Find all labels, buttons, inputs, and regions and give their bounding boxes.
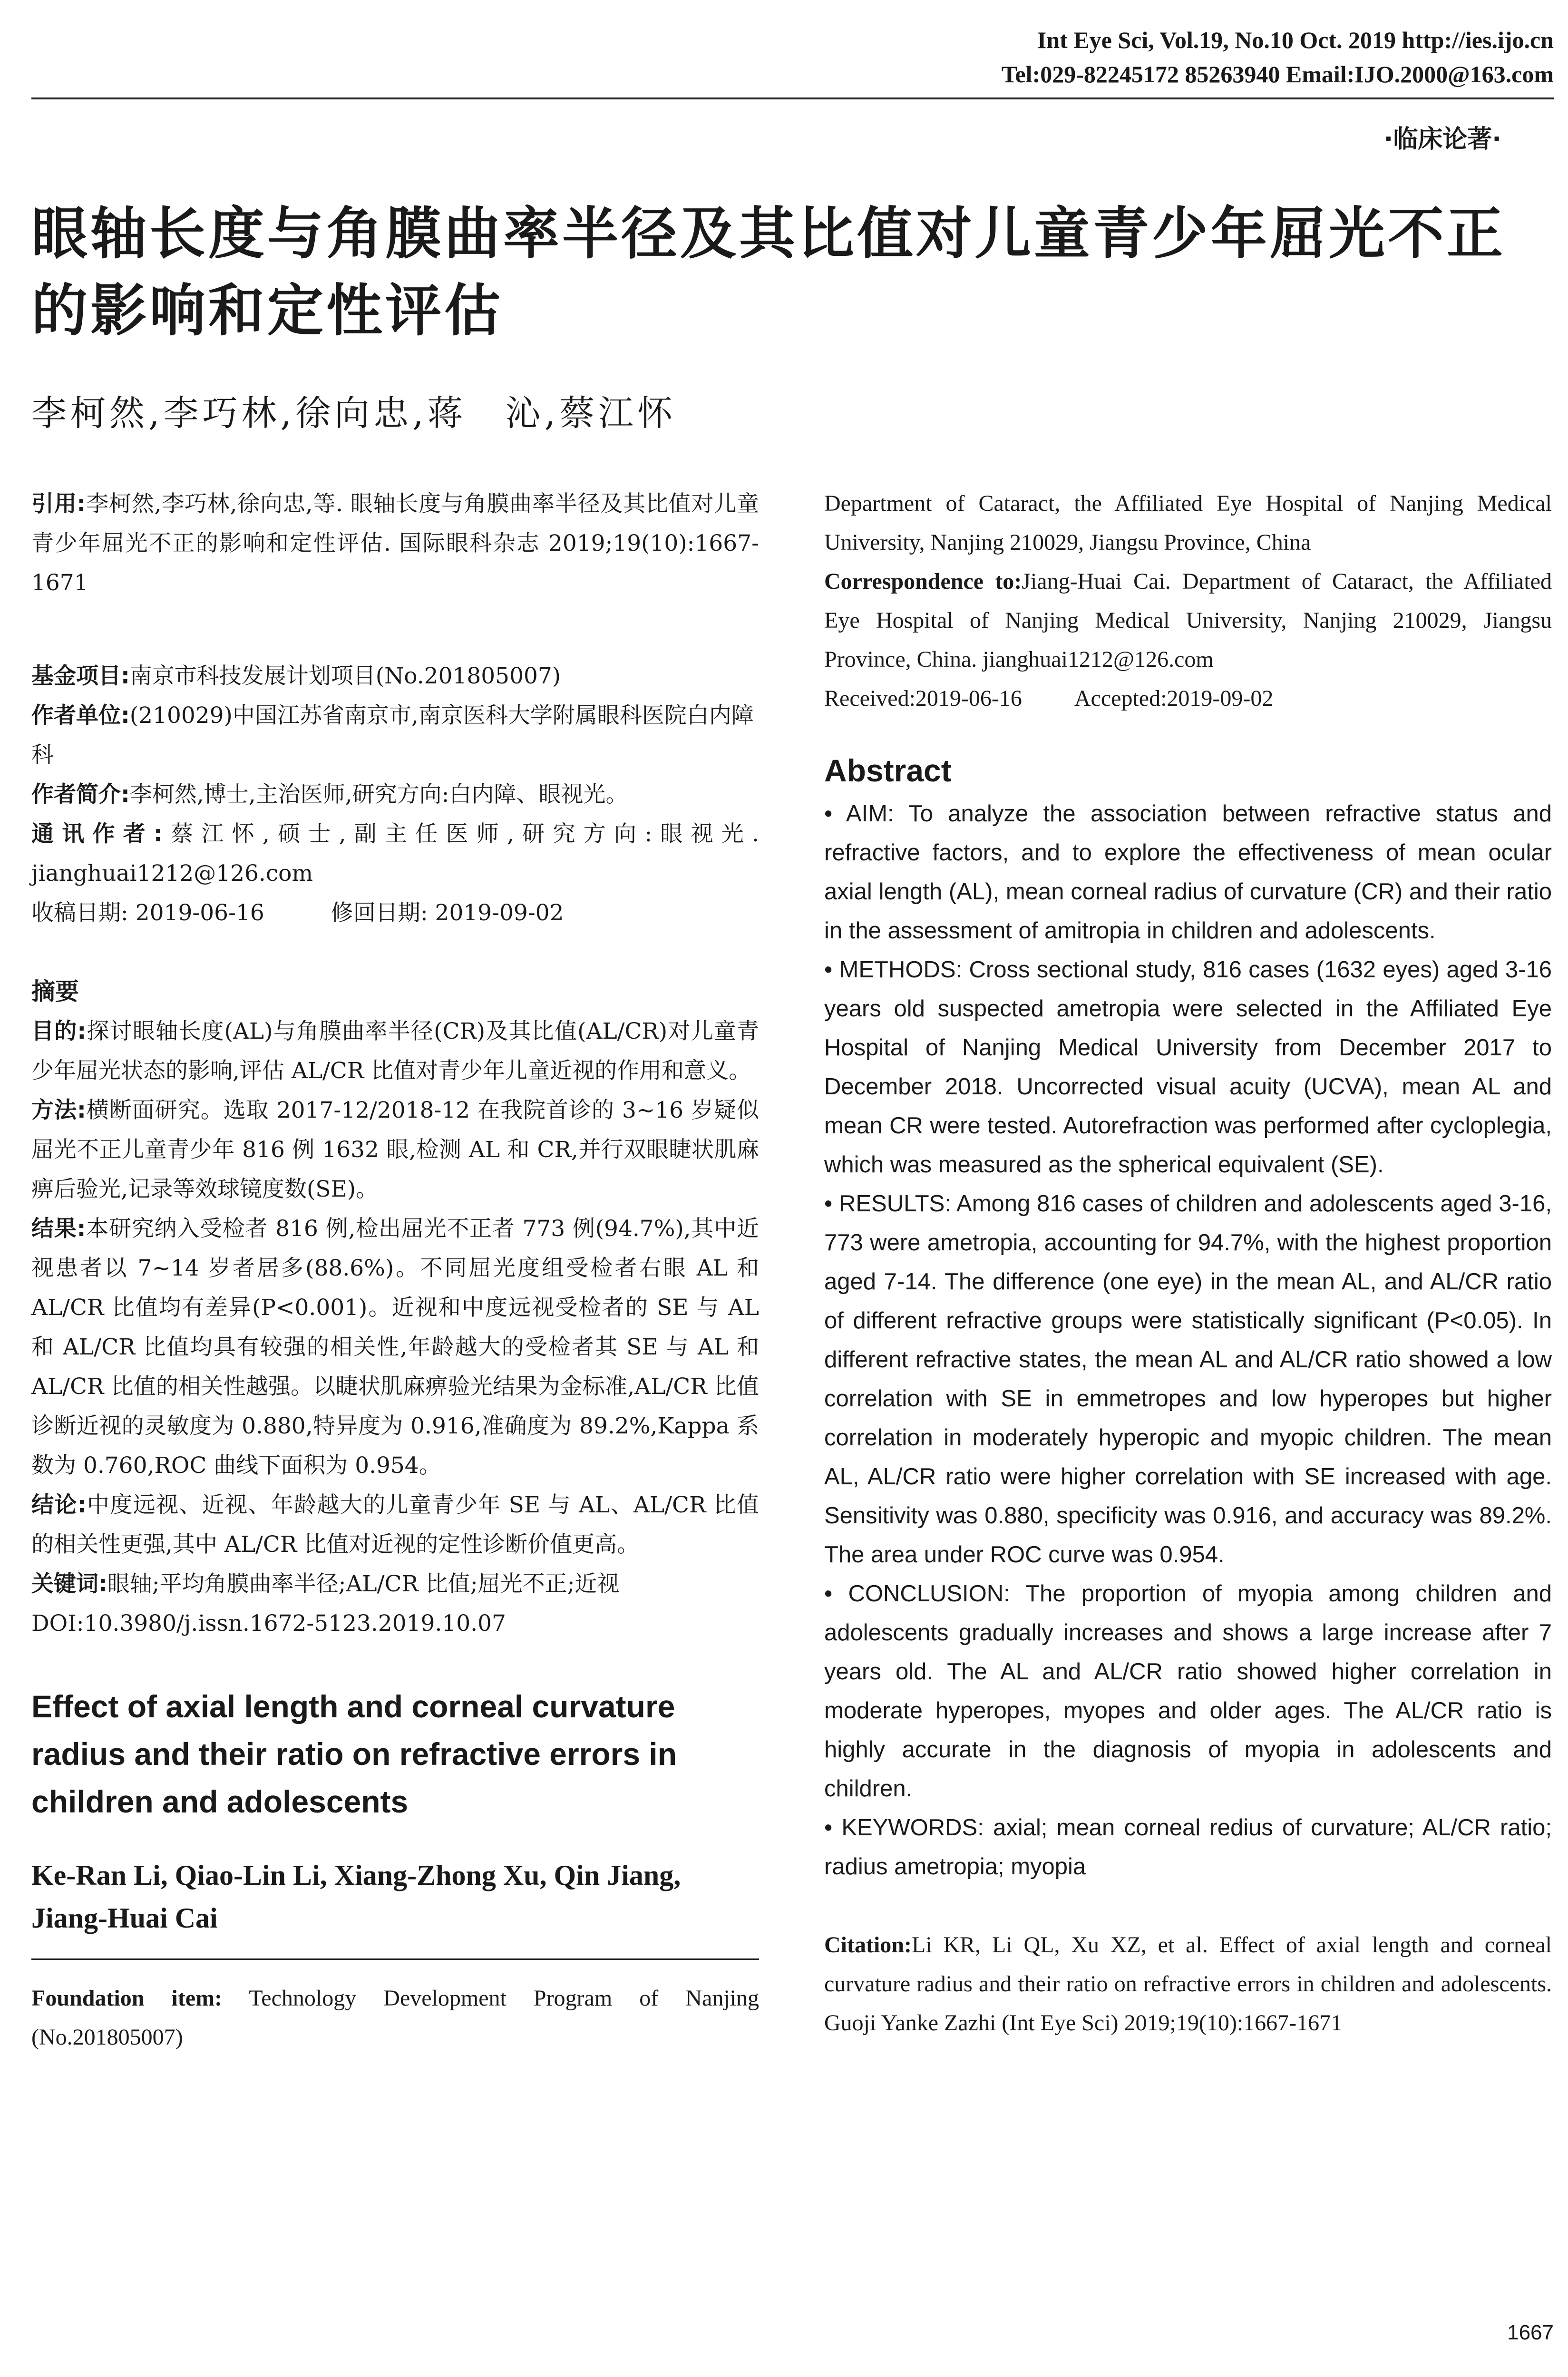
bio-cn — [31, 775, 759, 814]
page-number: 1667 — [1507, 2321, 1554, 2344]
foundation-en-text: Technology Development Program of Nanjing (No.201805007) — [31, 1986, 759, 2050]
header-rule — [31, 97, 1554, 99]
left-column — [31, 484, 759, 2057]
aim-cn-text: 探讨眼轴长度(AL)与角膜曲率半径(CR)及其比值(AL/CR)对儿童青少年屈光状态的影响,评估 AL/CR 比值对青少年儿童近视的作用和意义。 — [31, 1018, 760, 1084]
foundation-en — [31, 1979, 759, 2057]
abstract-heading-cn: 摘要 — [31, 978, 79, 1005]
bio-cn-label: 作者简介: — [31, 781, 130, 808]
doi: DOI:10.3980/j.issn.1672-5123.2019.10.07 — [31, 1610, 506, 1637]
abstract-heading-en: Abstract — [824, 753, 952, 788]
citation-en-label: Citation: — [824, 1932, 912, 1958]
conclusion-cn-label: 结论: — [31, 1492, 87, 1518]
fund-cn — [31, 656, 759, 696]
corr-cn-text: 蔡江怀,硕士,副主任医师,研究方向:眼视光. jianghuai1212@126.com — [31, 821, 759, 887]
correspondence-en — [824, 562, 1552, 679]
methods-cn-label: 方法: — [31, 1097, 86, 1123]
correspondence-en-label: Correspondence to: — [824, 569, 1022, 594]
keywords-en: • KEYWORDS: axial; mean corneal redius of curvature; AL/CR ratio; radius ametropia; myopia — [824, 1815, 1552, 1880]
dates-en — [824, 679, 1552, 718]
conclusion-cn-text: 中度远视、近视、年龄越大的儿童青少年 SE 与 AL、AL/CR 比值的相关性更强,其中 AL/CR 比值对近视的定性诊断价值更高。 — [31, 1492, 759, 1558]
dates-cn — [31, 893, 759, 933]
correspondence-en-text: Jiang-Huai Cai. Department of Cataract, the Affiliated Eye Hospital of Nanjing Medical University, Nanjing 210029, Jiangsu Province, China. jianghuai1212@126.com — [824, 569, 1552, 672]
fund-cn-label: 基金项目: — [31, 663, 130, 689]
fund-cn-text: 南京市科技发展计划项目(No.201805007) — [129, 663, 561, 689]
keywords-cn-label: 关键词: — [31, 1571, 107, 1597]
unit-cn-label: 作者单位: — [31, 702, 130, 729]
corr-cn — [31, 814, 759, 893]
received-cn: 收稿日期: 2019-06-16 — [31, 900, 264, 926]
journal-header-line1: Int Eye Sci, Vol.19, No.10 Oct. 2019 http://ies.ijo.cn — [1037, 27, 1554, 53]
citation-cn-text: 李柯然,李巧林,徐向忠,等. 眼轴长度与角膜曲率半径及其比值对儿童青少年屈光不正的影响和定性评估. 国际眼科杂志 2019;19(10):1667-1671 — [31, 491, 759, 596]
bio-cn-text: 李柯然,博士,主治医师,研究方向:白内障、眼视光。 — [129, 781, 628, 808]
citation-en-text: Li KR, Li QL, Xu XZ, et al. Effect of axial length and corneal curvature radius and their ratio on refractive errors in children and adolescents. Guoji Yanke Zazhi (Int Eye Sci) 2019;19(10):1667-1671 — [824, 1932, 1552, 2036]
citation-en — [824, 1926, 1552, 2043]
citation-cn-label: 引用: — [31, 491, 86, 517]
methods-cn — [31, 1091, 759, 1209]
unit-cn-text: (210029)中国江苏省南京市,南京医科大学附属眼科医院白内障科 — [31, 702, 754, 768]
journal-header — [745, 23, 1554, 91]
methods-cn-text: 横断面研究。选取 2017-12/2018-12 在我院首诊的 3~16 岁疑似屈光不正儿童青少年 816 例 1632 眼,检测 AL 和 CR,并行双眼睫状肌麻痹后验光,记录等效球镜度数(SE)。 — [31, 1097, 760, 1202]
results-cn-label: 结果: — [31, 1216, 86, 1242]
department-en: Department of Cataract, the Affiliated Eye Hospital of Nanjing Medical University, Nanjing 210029, Jiangsu Province, China — [824, 491, 1552, 555]
journal-header-line2: Tel:029-82245172 85263940 Email:IJO.2000@163.com — [1001, 61, 1554, 88]
keywords-cn-text: 眼轴;平均角膜曲率半径;AL/CR 比值;屈光不正;近视 — [107, 1571, 620, 1597]
conclusion-en: • CONCLUSION: The proportion of myopia among children and adolescents gradually increases and shows a large increase after 7 years old. The AL and AL/CR ratio showed higher correlation in moderate hyperopes, myopes and older ages. The AL/CR ratio is highly accurate in the diagnosis of myopia in adolescents and children. — [824, 1581, 1552, 1802]
foundation-en-label: Foundation item: — [31, 1986, 223, 2011]
article-title-cn: 眼轴长度与角膜曲率半径及其比值对儿童青少年屈光不正的影响和定性评估 — [31, 201, 1506, 343]
conclusion-cn — [31, 1485, 759, 1564]
unit-cn — [31, 696, 759, 775]
authors-en: Ke-Ran Li, Qiao-Lin Li, Xiang-Zhong Xu, Qin Jiang, Jiang-Huai Cai — [31, 1860, 681, 1934]
received-en: Received:2019-06-16 — [824, 686, 1022, 711]
aim-en: • AIM: To analyze the association between refractive status and refractive factors, and to explore the effectiveness of mean ocular axial length (AL), mean corneal radius of curvature (CR) and their ratio in the assessment of amitropia in children and adolescents. — [824, 801, 1552, 944]
right-column — [824, 484, 1552, 2043]
accepted-en: Accepted:2019-09-02 — [1074, 686, 1274, 711]
authors-rule — [31, 1958, 759, 1960]
corr-cn-label: 通讯作者: — [31, 821, 163, 847]
keywords-cn — [31, 1564, 759, 1604]
aim-cn — [31, 1012, 759, 1091]
section-tag: ·临床论著· — [1383, 125, 1501, 154]
article-title-en: Effect of axial length and corneal curvature radius and their ratio on refractive errors in children and adolescents — [31, 1689, 677, 1819]
methods-en: • METHODS: Cross sectional study, 816 cases (1632 eyes) aged 3-16 years old suspected ametropia were selected in the Affiliated Eye Hospital of Nanjing Medical University from December 2017 to December 2018. Uncorrected visual acuity (UCVA), mean AL and mean CR were tested. Autorefraction was performed after cycloplegia, which was measured as the spherical equivalent (SE). — [824, 957, 1552, 1178]
results-cn-text: 本研究纳入受检者 816 例,检出屈光不正者 773 例(94.7%),其中近视患者以 7~14 岁者居多(88.6%)。不同屈光度组受检者右眼 AL 和 AL/CR 比值均有差异(P<0.001)。近视和中度远视受检者的 SE 与 AL 和 AL/CR 比值均具有较强的相关性,年龄越大的受检者其 SE 与 AL 和 AL/CR 比值的相关性越强。以睫状肌麻痹验光结果为金标准,AL/CR 比值诊断近视的灵敏度为 0.880,特异度为 0.916,准确度为 89.2%,Kappa 系数为 0.760,ROC 曲线下面积为 0.954。 — [31, 1216, 760, 1479]
results-cn — [31, 1209, 759, 1485]
citation-cn — [31, 484, 759, 603]
aim-cn-label: 目的: — [31, 1018, 87, 1044]
results-en: • RESULTS: Among 816 cases of children and adolescents aged 3-16, 773 were ametropia, accounting for 94.7%, with the highest proportion aged 7-14. The difference (one eye) in the mean AL, and AL/CR ratio of different refractive groups were statistically significant (P<0.05). In different refractive states, the mean AL and AL/CR ratio showed a low correlation with SE in emmetropes and low hyperopes but higher correlation in moderately hyperopic and myopic children. The mean AL, AL/CR ratio were higher correlation with SE increased with age. Sensitivity was 0.880, specificity was 0.916, and accuracy was 89.2%. The area under ROC curve was 0.954. — [824, 1191, 1552, 1568]
revised-cn: 修回日期: 2019-09-02 — [331, 900, 564, 926]
authors-cn: 李柯然,李巧林,徐向忠,蒋 沁,蔡江怀 — [31, 393, 677, 434]
